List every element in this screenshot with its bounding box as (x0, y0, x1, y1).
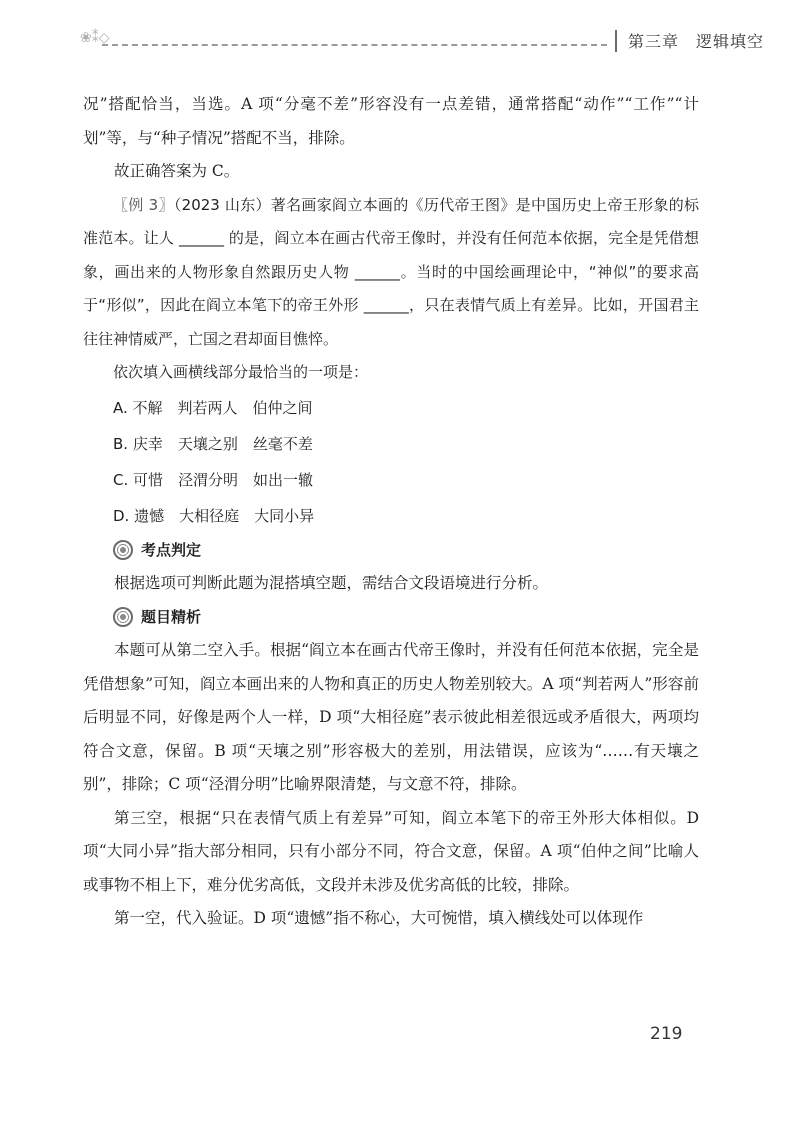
header-ornament-icon: ❀⁑◇ (80, 30, 110, 46)
running-header (80, 26, 765, 56)
kaodian-heading (113, 534, 699, 568)
analysis-paragraph-1: 本题可从第二空入手。根据“阎立本在画古代帝王像时，并没有任何范本依据，完全是凭借想象”可知，阎立本画出来的人物和真正的历史人物差别较大。A 项“判若两人”形容前后明显不同，好像是两个人一样，D 项“大相径庭”表示彼此相差很远或矛盾很大，两项均符合文意，保留。B 项“天壤之别”形容极大的差别，用法错误，应该为“……有天壤之别”，排除；C 项“泾渭分明”比喻界限清楚，与文意不符，排除。 (83, 641, 699, 793)
example-text: （2023 山东）著名画家阎立本画的《历代帝王图》是中国历史上帝王形象的标准范本。让人 ______ 的是，阎立本在画古代帝王像时，并没有任何范本依据，完全是凭借想象，画出来的人物形象自然跟历史人物 ______。当时的中国绘画理论中，“神似”的要求高于“形似”，因此在阎立本笔下的帝王外形 ______，只在表情气质上有差异。比如，开国君主往往神情威严，亡国之君却面目憔悴。 (83, 195, 700, 348)
page-number: 219 (650, 1024, 683, 1044)
header-rule (102, 44, 607, 46)
question-prompt: 依次填入画横线部分最恰当的一项是： (113, 363, 369, 381)
example-label: 〖例 3〗 (113, 195, 174, 214)
analysis-paragraph-2: 第三空，根据“只在表情气质上有差异”可知，阎立本笔下的帝王外形大体相似。D 项“大同小异”指大部分相同，只有小部分不同，符合文意，保留。A 项“伯仲之间”比喻人或事物不相上下，难分优劣高低，文段并未涉及优劣高低的比较，排除。 (83, 808, 699, 894)
example-paragraph (83, 189, 699, 357)
option-b: B. 庆幸 天壤之别 丝毫不差 (113, 434, 313, 453)
section-bullet-icon (113, 540, 133, 560)
analysis-paragraph-3: 第一空，代入验证。D 项“遗憾”指不称心，大可惋惜，填入横线处可以体现作 (114, 909, 644, 927)
jingxi-heading (113, 601, 699, 635)
kaodian-title: 考点判定 (141, 540, 202, 559)
continuation-paragraph: 况”搭配恰当，当选。A 项“分毫不差”形容没有一点差错，通常搭配“动作”“工作”“计划”等，与“种子情况”搭配不当，排除。 (83, 95, 699, 147)
option-a: A. 不解 判若两人 伯仲之间 (113, 398, 313, 417)
header-separator (615, 30, 617, 52)
chapter-title: 第三章 逻辑填空 (628, 32, 765, 51)
jingxi-title: 题目精析 (141, 607, 202, 626)
answer-paragraph: 故正确答案为 C。 (114, 162, 240, 180)
option-c: C. 可惜 泾渭分明 如出一辙 (113, 470, 314, 489)
option-d: D. 遗憾 大相径庭 大同小异 (113, 506, 315, 525)
section-bullet-icon (113, 607, 133, 627)
page-body (83, 88, 699, 936)
kaodian-paragraph: 根据选项可判断此题为混搭填空题，需结合文段语境进行分析。 (114, 574, 549, 592)
